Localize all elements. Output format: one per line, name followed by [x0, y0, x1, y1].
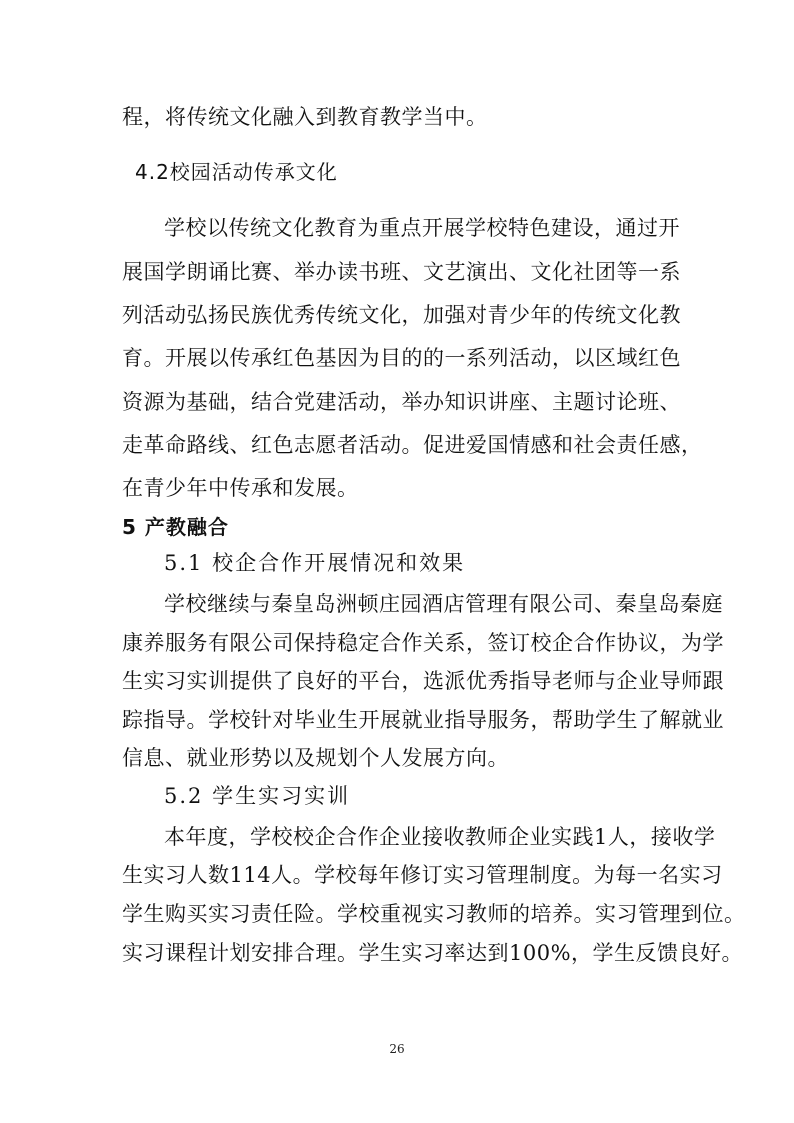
paragraph-line: 学生购买实习责任险。学校重视实习教师的培养。实习管理到位。	[122, 902, 746, 926]
section-heading-5: 5 产教融合	[122, 515, 229, 539]
paragraph-line: 在青少年中传承和发展。	[122, 476, 359, 500]
paragraph-line: 踪指导。学校针对毕业生开展就业指导服务，帮助学生了解就业	[122, 708, 724, 732]
section-heading-5-2: 5.2 学生实习实训	[164, 784, 351, 808]
section-heading-4-2: 4.2校园活动传承文化	[135, 160, 338, 184]
paragraph-line: 生实习实训提供了良好的平台，选派优秀指导老师与企业导师跟	[122, 669, 724, 693]
paragraph-line: 育。开展以传承红色基因为目的的一系列活动，以区域红色	[122, 346, 681, 370]
paragraph-line: 程，将传统文化融入到教育教学当中。	[122, 105, 488, 129]
paragraph-line: 生实习人数114人。学校每年修订实习管理制度。为每一名实习	[122, 863, 723, 887]
paragraph-line: 学校以传统文化教育为重点开展学校特色建设，通过开	[164, 216, 680, 240]
paragraph-line: 走革命路线、红色志愿者活动。促进爱国情感和社会责任感，	[122, 433, 703, 457]
section-heading-5-1: 5.1 校企合作开展情况和效果	[164, 551, 466, 575]
paragraph-line: 康养服务有限公司保持稳定合作关系，签订校企合作协议，为学	[122, 631, 724, 655]
paragraph-line: 本年度，学校校企合作企业接收教师企业实践1人，接收学	[164, 825, 716, 849]
paragraph-line: 列活动弘扬民族优秀传统文化，加强对青少年的传统文化教	[122, 303, 681, 327]
paragraph-line: 学校继续与秦皇岛洲顿庄园酒店管理有限公司、秦皇岛秦庭	[164, 592, 723, 616]
paragraph-line: 展国学朗诵比赛、举办读书班、文艺演出、文化社团等一系	[122, 260, 681, 284]
paragraph-line: 实习课程计划安排合理。学生实习率达到100%，学生反馈良好。	[122, 941, 744, 965]
page-number: 26	[389, 1042, 405, 1056]
paragraph-line: 信息、就业形势以及规划个人发展方向。	[122, 746, 509, 770]
paragraph-line: 资源为基础，结合党建活动，举办知识讲座、主题讨论班、	[122, 390, 681, 414]
